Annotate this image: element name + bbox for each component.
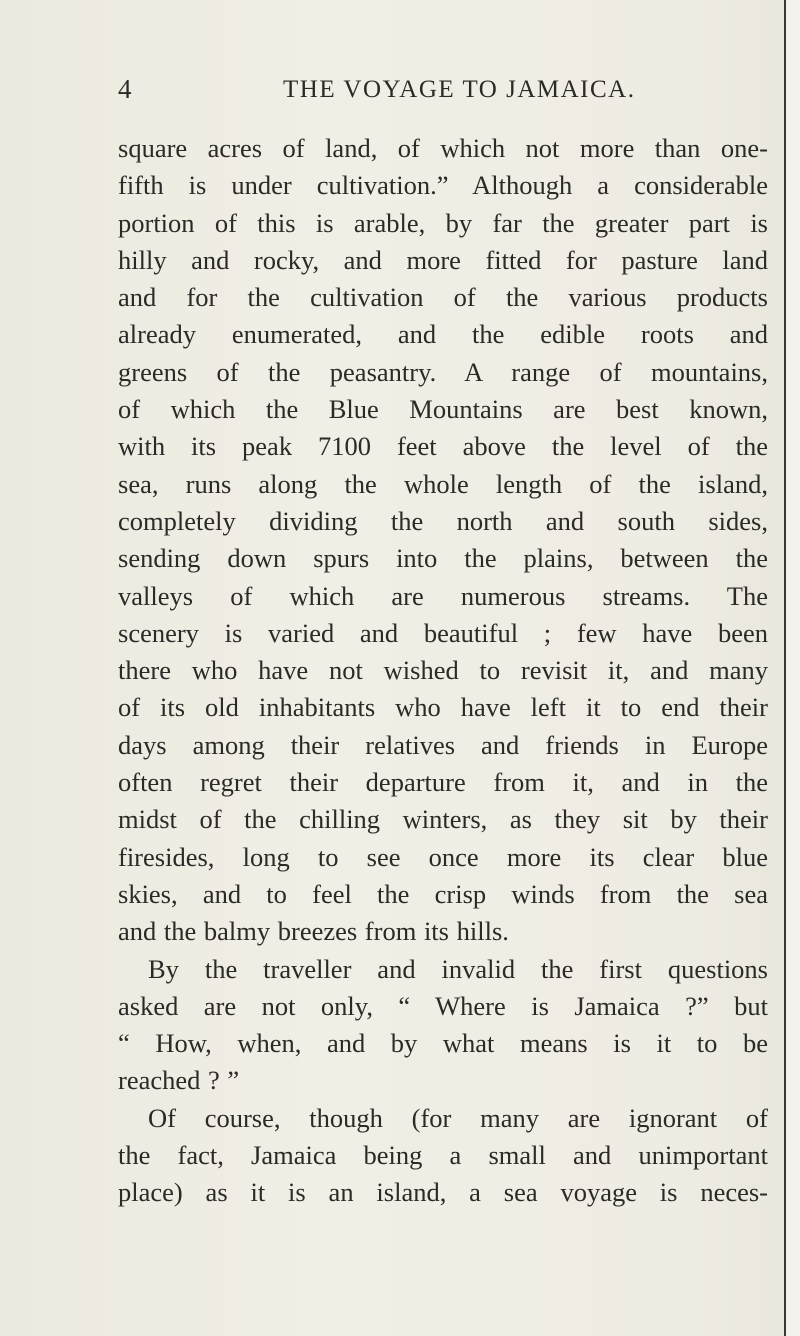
text-line: already enumerated, and the edible roots and — [118, 319, 768, 350]
text-line: “ How, when, and by what means is it to be — [118, 1028, 768, 1059]
text-line: firesides, long to see once more its clear blue — [118, 841, 768, 872]
text-line: square acres of land, of which not more than one- — [118, 133, 768, 163]
text-line: place) as it is an island, a sea voyage is neces- — [118, 1177, 768, 1208]
running-head: THE VOYAGE TO JAMAICA. — [283, 76, 636, 103]
text-line: of its old inhabitants who have left it to end their — [118, 692, 768, 723]
body-text — [118, 130, 768, 1212]
text-line: and the balmy breezes from its hills. — [118, 916, 509, 947]
text-line: scenery is varied and beautiful ; few have been — [118, 617, 768, 648]
text-line: Of course, though (for many are ignorant of — [148, 1102, 768, 1133]
text-line: and for the cultivation of the various products — [118, 282, 768, 313]
text-line: often regret their departure from it, and in the — [118, 767, 768, 798]
text-line: reached ? ” — [118, 1065, 240, 1096]
text-line: with its peak 7100 feet above the level of the — [118, 431, 768, 462]
text-line: there who have not wished to revisit it, and many — [118, 655, 768, 686]
text-line: completely dividing the north and south sides, — [118, 505, 768, 536]
page-number: 4 — [118, 74, 132, 104]
text-line: skies, and to feel the crisp winds from the sea — [118, 878, 768, 909]
page-margin-strip — [786, 0, 800, 1336]
page-edge-line — [784, 0, 786, 1336]
text-line: the fact, Jamaica being a small and unimportant — [118, 1140, 768, 1171]
text-line: fifth is under cultivation.” Although a considerable — [118, 170, 768, 201]
text-line: hilly and rocky, and more fitted for pasture land — [118, 244, 768, 275]
text-line: asked are not only, “ Where is Jamaica ?” but — [118, 990, 768, 1021]
text-line: valleys of which are numerous streams. The — [118, 580, 768, 611]
text-line: greens of the peasantry. A range of mountains, — [118, 356, 768, 387]
text-line: midst of the chilling winters, as they sit by their — [118, 804, 768, 835]
text-line: By the traveller and invalid the first questions — [148, 953, 768, 984]
text-line: days among their relatives and friends in Europe — [118, 729, 768, 760]
text-line: portion of this is arable, by far the greater part is — [118, 207, 768, 238]
text-line: sea, runs along the whole length of the island, — [118, 468, 768, 499]
page-header — [0, 74, 800, 114]
text-line: sending down spurs into the plains, between the — [118, 543, 768, 574]
text-line: of which the Blue Mountains are best known, — [118, 394, 768, 425]
